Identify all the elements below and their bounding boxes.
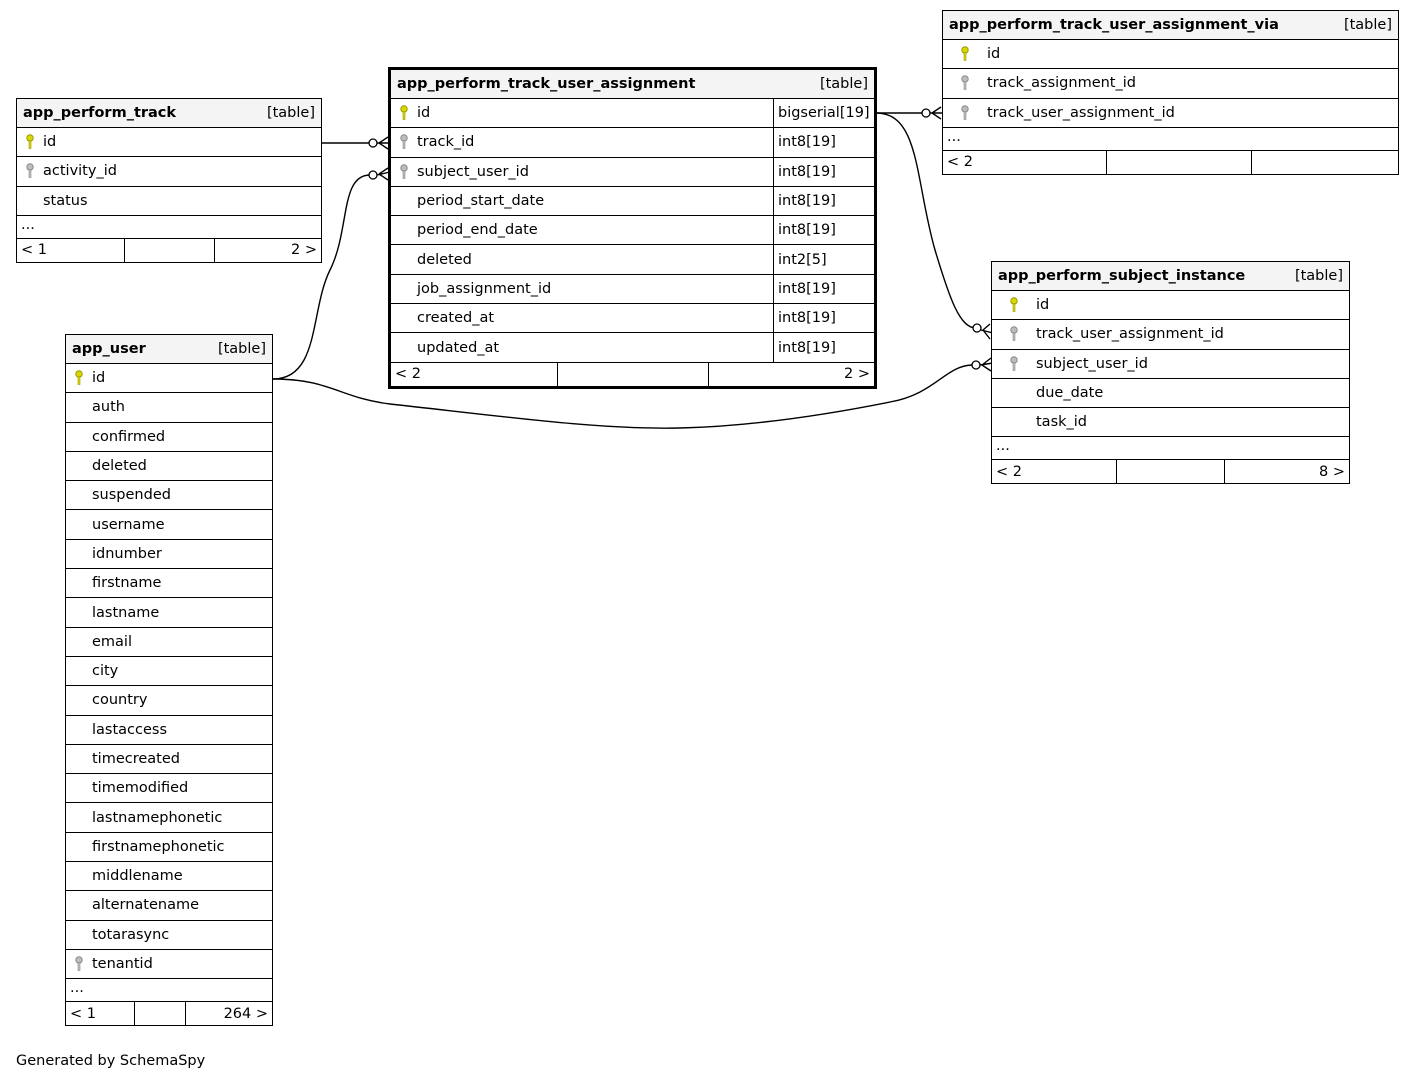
column-row bbox=[66, 540, 272, 569]
column-row bbox=[66, 833, 272, 862]
primary-key-icon bbox=[66, 370, 92, 386]
table-kind: [table] bbox=[217, 341, 266, 357]
table-name: app_perform_subject_instance bbox=[998, 268, 1246, 284]
table-header bbox=[17, 99, 321, 128]
table-footer bbox=[943, 151, 1398, 174]
rows-count bbox=[1117, 460, 1225, 483]
table-footer bbox=[66, 1002, 272, 1025]
column-row bbox=[391, 99, 874, 128]
column-name: auth bbox=[92, 399, 125, 416]
column-name: middlename bbox=[92, 868, 183, 885]
more-columns: ... bbox=[992, 437, 1349, 460]
column-name: lastaccess bbox=[92, 721, 168, 738]
column-name: city bbox=[92, 663, 119, 680]
column-row bbox=[391, 216, 874, 245]
column-row bbox=[66, 481, 272, 510]
column-row bbox=[391, 187, 874, 216]
column-row bbox=[66, 364, 272, 393]
column-row bbox=[66, 891, 272, 920]
column-name: timecreated bbox=[92, 751, 180, 767]
foreign-key-icon bbox=[943, 105, 987, 121]
column-type: int8[19] bbox=[773, 128, 874, 156]
table-name: app_perform_track_user_assignment_via bbox=[949, 17, 1279, 33]
column-row bbox=[943, 40, 1398, 69]
column-name: id bbox=[987, 46, 1001, 63]
column-row bbox=[66, 862, 272, 891]
table-app-perform-track-user-assignment[interactable] bbox=[388, 67, 877, 389]
column-type: int2[5] bbox=[773, 245, 874, 273]
column-row bbox=[391, 304, 874, 333]
column-name: track_id bbox=[417, 134, 475, 151]
column-name: created_at bbox=[417, 310, 495, 327]
column-row bbox=[391, 128, 874, 157]
column-row bbox=[66, 745, 272, 774]
column-name: activity_id bbox=[43, 163, 117, 180]
column-row bbox=[992, 408, 1349, 437]
optional-marker bbox=[972, 361, 980, 369]
rows-count bbox=[558, 363, 709, 386]
column-row bbox=[943, 99, 1398, 128]
optional-marker bbox=[922, 109, 930, 117]
column-name: id bbox=[1036, 297, 1050, 314]
children-count bbox=[1252, 151, 1398, 174]
foreign-key-icon bbox=[992, 326, 1036, 342]
column-name: track_user_assignment_id bbox=[1036, 326, 1224, 343]
foreign-key-icon bbox=[992, 356, 1036, 372]
column-row bbox=[391, 158, 874, 187]
column-name: country bbox=[92, 692, 148, 709]
column-row bbox=[66, 686, 272, 715]
column-name: updated_at bbox=[417, 339, 500, 356]
primary-key-icon bbox=[992, 297, 1036, 313]
column-name: timemodified bbox=[92, 780, 189, 797]
column-row bbox=[66, 803, 272, 832]
column-name: subject_user_id bbox=[417, 163, 529, 180]
foreign-key-icon bbox=[943, 75, 987, 91]
table-footer bbox=[992, 460, 1349, 483]
column-type: bigserial[19] bbox=[773, 99, 874, 127]
column-name: lastnamephonetic bbox=[92, 809, 223, 826]
table-header bbox=[943, 11, 1398, 40]
primary-key-icon bbox=[17, 134, 43, 150]
column-name: idnumber bbox=[92, 545, 162, 562]
column-row bbox=[17, 187, 321, 216]
parents-count: < 1 bbox=[17, 239, 125, 262]
column-type: int8[19] bbox=[773, 216, 874, 244]
more-columns: ... bbox=[943, 128, 1398, 151]
table-app-perform-subject-instance[interactable] bbox=[991, 261, 1350, 484]
table-app-perform-track[interactable] bbox=[16, 98, 322, 263]
table-kind: [table] bbox=[1294, 268, 1343, 284]
table-header bbox=[992, 262, 1349, 291]
column-row bbox=[66, 598, 272, 627]
more-columns: ... bbox=[17, 216, 321, 239]
primary-key-icon bbox=[943, 46, 987, 62]
column-name: task_id bbox=[1036, 414, 1088, 431]
optional-marker bbox=[369, 171, 377, 179]
table-footer bbox=[17, 239, 321, 262]
column-row bbox=[391, 275, 874, 304]
column-name: lastname bbox=[92, 604, 160, 621]
column-row bbox=[66, 628, 272, 657]
column-name: period_end_date bbox=[417, 222, 538, 239]
column-row bbox=[391, 333, 874, 362]
column-row bbox=[66, 569, 272, 598]
column-name: track_assignment_id bbox=[987, 75, 1136, 92]
column-type: int8[19] bbox=[773, 275, 874, 303]
table-kind: [table] bbox=[1343, 17, 1392, 33]
column-name: alternatename bbox=[92, 897, 200, 914]
column-name: due_date bbox=[1036, 385, 1104, 402]
table-app-user[interactable] bbox=[65, 334, 273, 1026]
column-row bbox=[66, 950, 272, 979]
parents-count: < 2 bbox=[943, 151, 1107, 174]
foreign-key-icon bbox=[17, 163, 43, 179]
foreign-key-icon bbox=[391, 134, 417, 150]
column-name: id bbox=[417, 105, 431, 122]
foreign-key-icon bbox=[66, 956, 92, 972]
table-header bbox=[391, 70, 874, 99]
column-name: id bbox=[92, 370, 106, 387]
column-name: firstname bbox=[92, 575, 162, 592]
table-name: app_user bbox=[72, 341, 146, 357]
column-type: int8[19] bbox=[773, 158, 874, 186]
column-row bbox=[943, 69, 1398, 98]
column-row bbox=[17, 128, 321, 157]
column-name: suspended bbox=[92, 487, 171, 504]
column-row bbox=[66, 423, 272, 452]
column-name: totarasync bbox=[92, 926, 170, 943]
children-count: 2 > bbox=[844, 366, 870, 383]
column-name: id bbox=[43, 134, 57, 151]
generated-by-note: Generated by SchemaSpy bbox=[16, 1053, 206, 1069]
column-row bbox=[66, 716, 272, 745]
rows-count bbox=[135, 1002, 186, 1025]
parents-count: < 2 bbox=[992, 460, 1117, 483]
column-name: status bbox=[43, 192, 88, 209]
column-row bbox=[17, 157, 321, 186]
optional-marker bbox=[369, 139, 377, 147]
column-name: confirmed bbox=[92, 428, 166, 445]
more-columns: ... bbox=[66, 979, 272, 1002]
parents-count: < 1 bbox=[66, 1002, 135, 1025]
column-row bbox=[992, 291, 1349, 320]
optional-marker bbox=[973, 324, 981, 332]
parents-count: < 2 bbox=[391, 363, 558, 386]
children-count: 2 > bbox=[291, 242, 317, 259]
table-app-perform-track-user-assignment-via[interactable] bbox=[942, 10, 1399, 175]
children-count: 264 > bbox=[223, 1005, 268, 1022]
table-kind: [table] bbox=[819, 76, 868, 92]
column-name: username bbox=[92, 516, 165, 533]
table-name: app_perform_track_user_assignment bbox=[397, 76, 696, 92]
column-row bbox=[66, 452, 272, 481]
column-row bbox=[66, 393, 272, 422]
column-name: job_assignment_id bbox=[417, 280, 552, 297]
column-row bbox=[992, 379, 1349, 408]
column-type: int8[19] bbox=[773, 333, 874, 361]
primary-key-icon bbox=[391, 105, 417, 121]
column-row bbox=[992, 320, 1349, 349]
table-footer bbox=[391, 363, 874, 386]
column-name: tenantid bbox=[92, 956, 153, 973]
table-header bbox=[66, 335, 272, 364]
table-kind: [table] bbox=[266, 105, 315, 121]
table-name: app_perform_track bbox=[23, 105, 177, 121]
column-name: firstnamephonetic bbox=[92, 838, 225, 855]
column-name: subject_user_id bbox=[1036, 355, 1148, 372]
rows-count bbox=[125, 239, 215, 262]
rows-count bbox=[1107, 151, 1252, 174]
column-name: deleted bbox=[417, 251, 472, 268]
column-name: track_user_assignment_id bbox=[987, 104, 1175, 121]
column-row bbox=[66, 510, 272, 539]
column-row bbox=[66, 774, 272, 803]
column-row bbox=[992, 350, 1349, 379]
column-name: deleted bbox=[92, 458, 147, 475]
column-name: email bbox=[92, 633, 132, 650]
column-row bbox=[391, 245, 874, 274]
column-row bbox=[66, 921, 272, 950]
column-type: int8[19] bbox=[773, 304, 874, 332]
foreign-key-icon bbox=[391, 164, 417, 180]
column-row bbox=[66, 657, 272, 686]
column-name: period_start_date bbox=[417, 193, 545, 210]
children-count: 8 > bbox=[1319, 463, 1345, 480]
column-type: int8[19] bbox=[773, 187, 874, 215]
